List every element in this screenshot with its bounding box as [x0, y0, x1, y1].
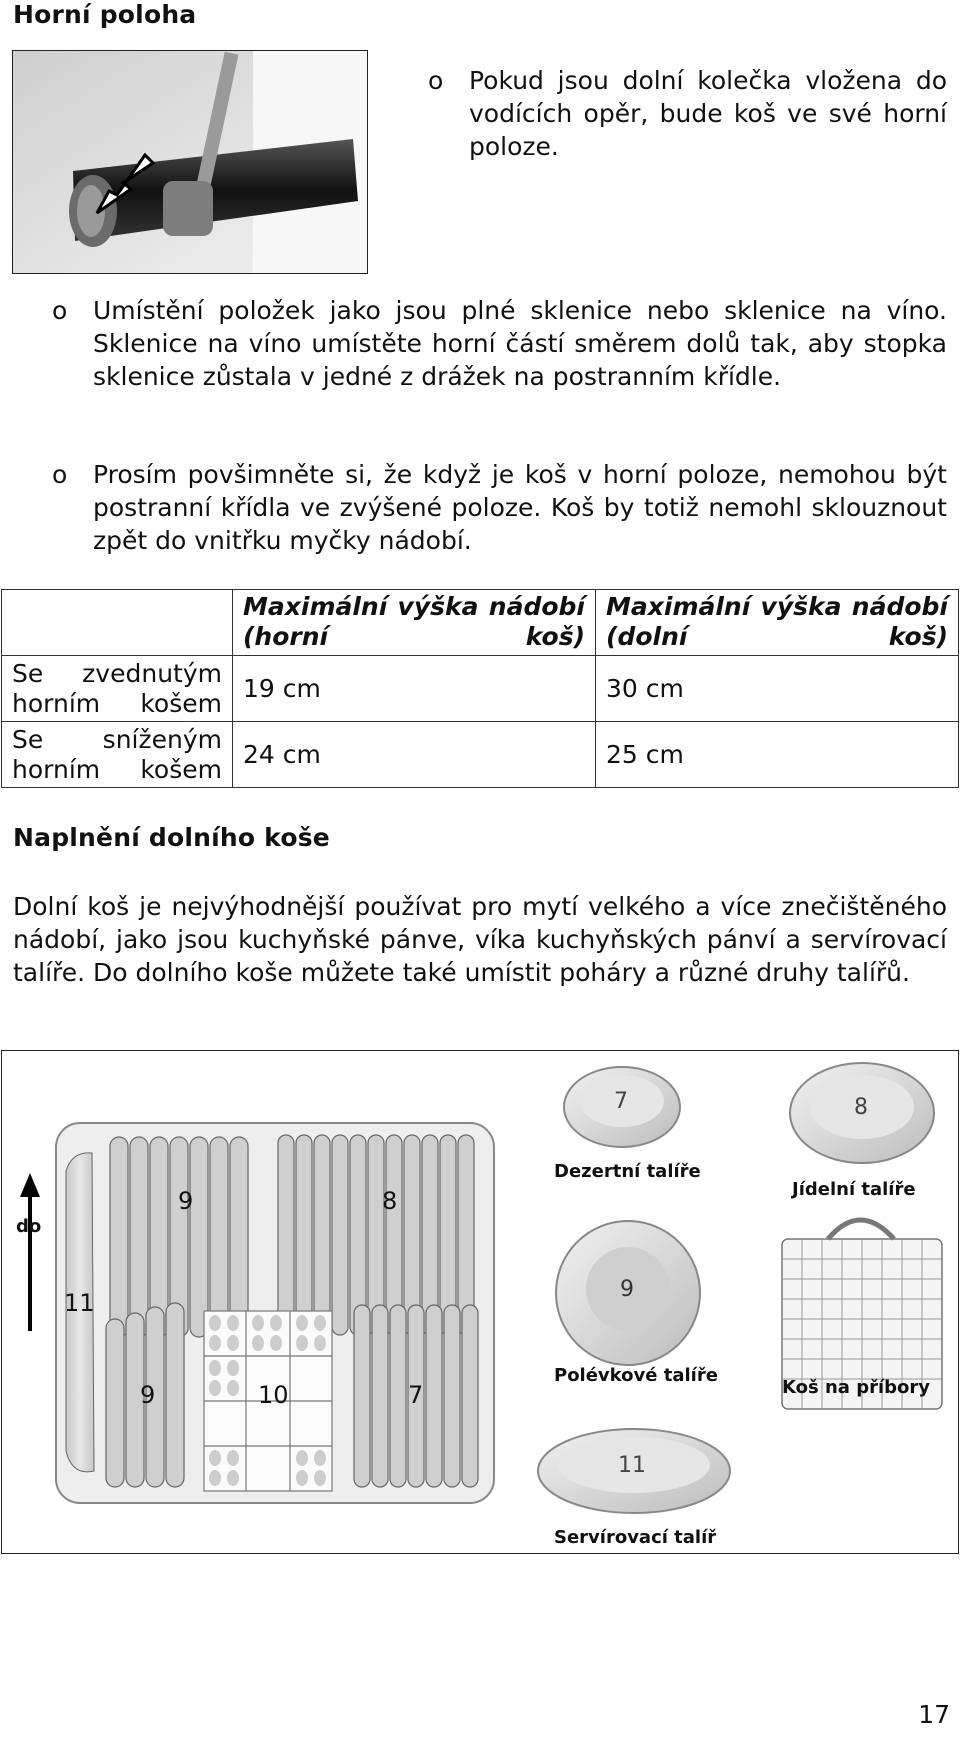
- plate-number-9: 9: [620, 1277, 634, 1302]
- direction-label: do: [16, 1216, 42, 1237]
- caption-serving-plate: Servírovací talíř: [554, 1527, 717, 1548]
- page-number: 17: [918, 1700, 950, 1729]
- photo-bullet-text: Pokud jsou dolní kolečka vložena do vodících opěr, bude koš ve své horní poloze.: [469, 66, 947, 161]
- plate-number-8: 8: [854, 1095, 868, 1120]
- bullet-marker: o: [52, 460, 68, 489]
- section-heading-upper-position: Horní poloha: [13, 0, 197, 29]
- caption-dinner-plates: Jídelní talíře: [792, 1179, 916, 1200]
- table-cell-lower: 30 cm: [596, 656, 959, 722]
- table-corner-cell: [2, 590, 233, 656]
- rack-number-10: 10: [258, 1381, 289, 1409]
- rack-number-9-top: 9: [178, 1187, 194, 1215]
- rack-number-7: 7: [408, 1381, 424, 1409]
- rack-number-11: 11: [64, 1289, 95, 1317]
- table-row: [2, 722, 959, 788]
- lower-basket-diagram: [1, 1050, 959, 1554]
- plate-number-7: 7: [614, 1089, 628, 1114]
- bullet-text-side-wings: Prosím povšimněte si, že když je koš v horní poloze, nemohou být postranní křídla ve zvýšené poloze. Koš by totiž nemohl sklouznout zpět do vnitřku myčky nádobí.: [93, 460, 947, 555]
- plate-number-11: 11: [618, 1453, 646, 1478]
- bullet-marker: o: [428, 66, 444, 95]
- bullet-marker: o: [52, 296, 68, 325]
- caption-dessert-plates: Dezertní talíře: [554, 1161, 701, 1182]
- table-row: [2, 656, 959, 722]
- table-cell-upper: 24 cm: [233, 722, 596, 788]
- table-header-lower: Maximální výška nádobí (dolní koš): [596, 590, 959, 656]
- rack-number-8: 8: [382, 1187, 398, 1215]
- max-height-table: [1, 589, 959, 788]
- lower-basket-paragraph: Dolní koš je nejvýhodnější používat pro mytí velkého a více znečištěného nádobí, jako jsou kuchyňské pánve, víka kuchyňských pánví a servírovací talíře. Do dolního koše můžete také umístit poháry a různé druhy talířů.: [13, 892, 947, 987]
- table-cell-lower: 25 cm: [596, 722, 959, 788]
- table-cell-upper: 19 cm: [233, 656, 596, 722]
- caption-cutlery-basket: Koš na příbory: [782, 1377, 930, 1398]
- basket-wheel-photo: [12, 50, 368, 274]
- table-row-label: Se sníženým horním košem: [2, 722, 233, 788]
- bullet-text-glasses: Umístění položek jako jsou plné sklenice nebo sklenice na víno. Sklenice na víno umístěte horní částí směrem dolů tak, aby stopka sklenice zůstala v jedné z drážek na postranním křídle.: [93, 296, 947, 391]
- table-row-label: Se zvednutým horním košem: [2, 656, 233, 722]
- caption-soup-plates: Polévkové talíře: [554, 1365, 718, 1386]
- rack-number-9-bottom: 9: [140, 1381, 156, 1409]
- table-header-upper: Maximální výška nádobí (horní koš): [233, 590, 596, 656]
- section-heading-lower-basket: Naplnění dolního koše: [13, 823, 330, 852]
